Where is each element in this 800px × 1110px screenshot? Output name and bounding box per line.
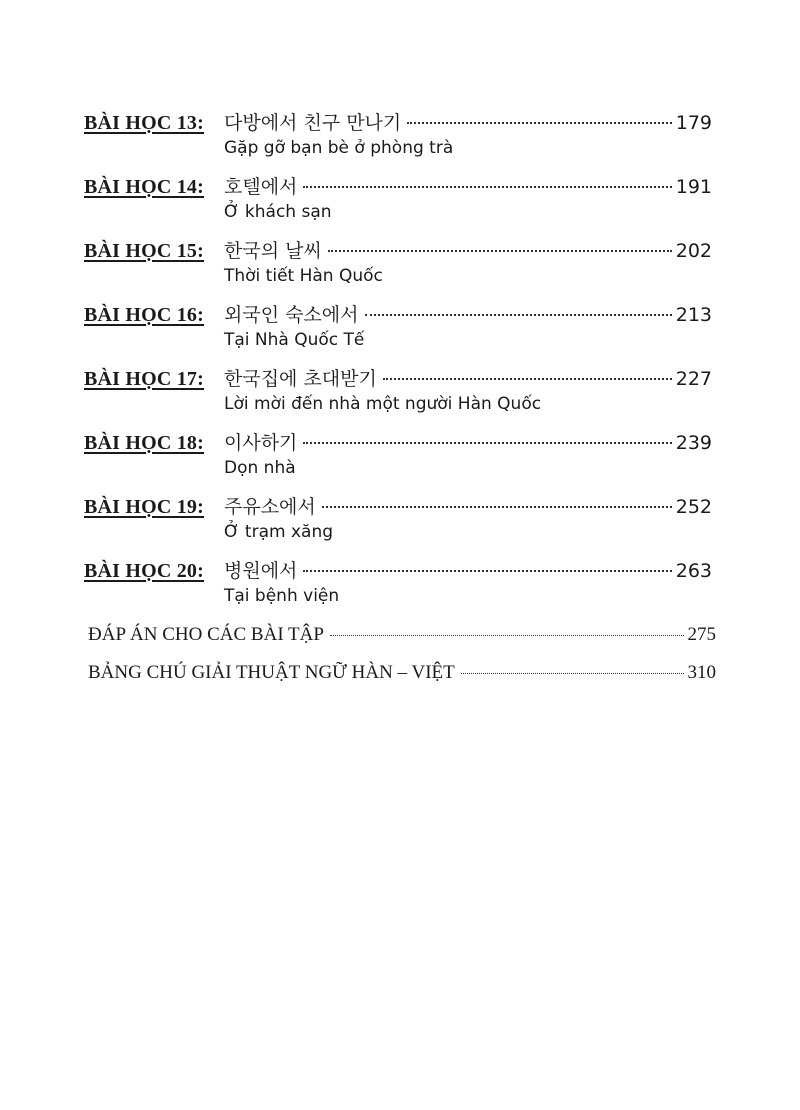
entry-title: ĐÁP ÁN CHO CÁC BÀI TẬP — [88, 624, 324, 645]
leader-dots — [330, 635, 684, 636]
lesson-label: BÀI HỌC 20: — [84, 560, 204, 582]
page-number: 202 — [675, 240, 712, 262]
lesson-subtitle-vietnamese: Tại bệnh viện — [224, 586, 340, 606]
toc-entry-lesson-19 — [84, 492, 712, 544]
lesson-label: BÀI HỌC 13: — [84, 112, 204, 134]
leader-dots — [328, 250, 672, 252]
page-number: 213 — [675, 304, 712, 326]
lesson-subtitle-vietnamese: Lời mời đến nhà một người Hàn Quốc — [224, 394, 542, 414]
page-number: 191 — [675, 176, 712, 198]
lesson-label: BÀI HỌC 16: — [84, 304, 204, 326]
leader-dots — [461, 673, 684, 674]
lesson-title-korean: 병원에서 — [224, 560, 298, 582]
lesson-title-korean: 한국의 날씨 — [224, 240, 322, 262]
page-number: 179 — [675, 112, 712, 134]
leader-dots — [303, 442, 671, 444]
toc-entry-glossary — [88, 662, 716, 690]
lesson-label: BÀI HỌC 19: — [84, 496, 204, 518]
lesson-subtitle-vietnamese: Ở trạm xăng — [224, 522, 334, 542]
page-number: 310 — [687, 662, 716, 683]
toc-entry-lesson-13 — [84, 108, 712, 160]
page-number: 252 — [675, 496, 712, 518]
lesson-label: BÀI HỌC 18: — [84, 432, 204, 454]
lesson-subtitle-vietnamese: Tại Nhà Quốc Tế — [224, 330, 365, 350]
toc-entry-answer-key — [88, 624, 716, 652]
lesson-title-korean: 호텔에서 — [224, 176, 298, 198]
toc-entry-lesson-14 — [84, 172, 712, 224]
toc-entry-lesson-18 — [84, 428, 712, 480]
lesson-subtitle-vietnamese: Thời tiết Hàn Quốc — [224, 266, 383, 286]
toc-entry-lesson-17 — [84, 364, 712, 416]
leader-dots — [365, 314, 672, 316]
toc-entry-lesson-15 — [84, 236, 712, 288]
page-number: 263 — [675, 560, 712, 582]
lesson-title-korean: 한국집에 초대받기 — [224, 368, 377, 390]
leader-dots — [303, 186, 671, 188]
lesson-title-korean: 외국인 숙소에서 — [224, 304, 359, 326]
lesson-title-korean: 이사하기 — [224, 432, 298, 454]
leader-dots — [303, 570, 671, 572]
toc-entry-lesson-16 — [84, 300, 712, 352]
leader-dots — [407, 122, 671, 124]
lesson-label: BÀI HỌC 15: — [84, 240, 204, 262]
leader-dots — [322, 506, 672, 508]
toc-entry-lesson-20 — [84, 556, 712, 608]
lesson-label: BÀI HỌC 17: — [84, 368, 204, 390]
lesson-label: BÀI HỌC 14: — [84, 176, 204, 198]
leader-dots — [383, 378, 672, 380]
page-number: 275 — [687, 624, 716, 645]
lesson-subtitle-vietnamese: Ở khách sạn — [224, 202, 332, 222]
lesson-title-korean: 다방에서 친구 만나기 — [224, 112, 402, 134]
lesson-subtitle-vietnamese: Dọn nhà — [224, 458, 296, 478]
page-number: 227 — [675, 368, 712, 390]
lesson-subtitle-vietnamese: Gặp gỡ bạn bè ở phòng trà — [224, 138, 454, 158]
lesson-title-korean: 주유소에서 — [224, 496, 316, 518]
entry-title: BẢNG CHÚ GIẢI THUẬT NGỮ HÀN – VIỆT — [88, 662, 455, 683]
page-number: 239 — [675, 432, 712, 454]
